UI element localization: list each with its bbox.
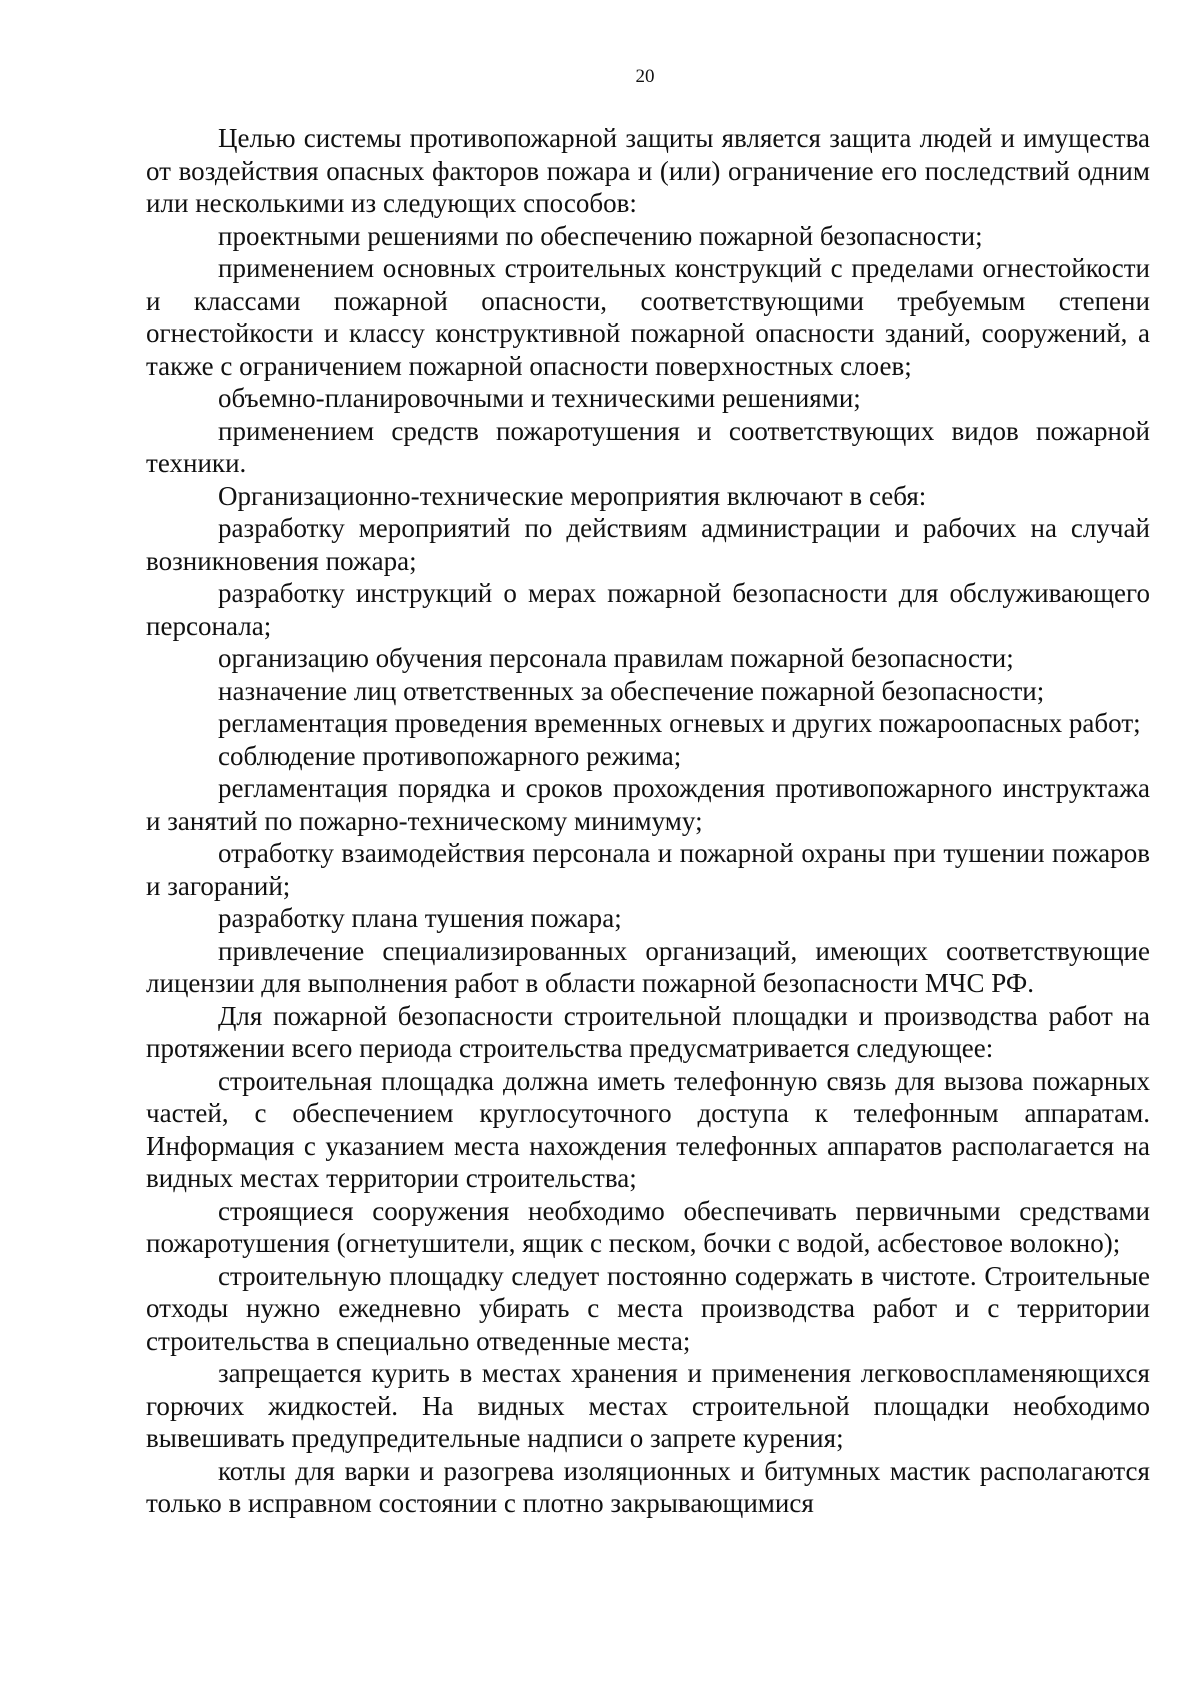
paragraph-measures-intro: Организационно-технические мероприятия включают в себя: [218, 480, 927, 511]
list-item: применением средств пожаротушения и соответствующих видов пожарной техники. [146, 415, 1150, 478]
list-item: котлы для варки и разогрева изоляционных и битумных мастик располагаются только в исправном состоянии с плотно закрывающимися [146, 1455, 1150, 1518]
list-item: назначение лиц ответственных за обеспечение пожарной безопасности; [218, 675, 1045, 706]
list-item: разработку инструкций о мерах пожарной безопасности для обслуживающего персонала; [146, 578, 1150, 641]
list-item: строительную площадку следует постоянно содержать в чистоте. Строительные отходы нужно ежедневно убирать с места производства работ и с территории строительства в специально отведенные места; [146, 1260, 1150, 1356]
page-number: 20 [635, 66, 655, 87]
list-item: регламентация проведения временных огневых и других пожароопасных работ; [218, 708, 1141, 738]
list-item: организацию обучения персонала правилам пожарной безопасности; [218, 643, 1014, 673]
document-body [146, 122, 1150, 1520]
list-item: регламентация порядка и сроков прохождения противопожарного инструктажа и занятий по пожарно-техническому минимуму; [146, 773, 1150, 836]
list-item: запрещается курить в местах хранения и применения легковоспламеняющихся горючих жидкостей. На видных местах строительной площадки необходимо вывешивать предупредительные надписи о запрете курения; [146, 1358, 1150, 1453]
list-item: разработку мероприятий по действиям администрации и рабочих на случай возникновения пожара; [146, 513, 1150, 576]
list-item: привлечение специализированных организаций, имеющих соответствующие лицензии для выполнения работ в области пожарной безопасности МЧС РФ. [146, 935, 1150, 998]
list-item: строящиеся сооружения необходимо обеспечивать первичными средствами пожаротушения (огнетушители, ящик с песком, бочки с водой, асбестовое волокно); [146, 1195, 1150, 1258]
list-item: проектными решениями по обеспечению пожарной безопасности; [218, 220, 983, 251]
list-item: разработку плана тушения пожара; [218, 903, 622, 933]
list-item: отработку взаимодействия персонала и пожарной охраны при тушении пожаров и загораний; [146, 838, 1150, 901]
paragraph-intro: Целью системы противопожарной защиты является защита людей и имущества от воздействия опасных факторов пожара и (или) ограничение его последствий одним или несколькими из следующих способов: [146, 123, 1150, 218]
list-item: соблюдение противопожарного режима; [218, 740, 682, 771]
list-item: строительная площадка должна иметь телефонную связь для вызова пожарных частей, с обеспечением круглосуточного доступа к телефонным аппаратам. Информация с указанием места нахождения телефонных аппаратов располагается на видных местах территории строительства; [146, 1065, 1150, 1193]
list-item: объемно-планировочными и техническими решениями; [218, 383, 861, 413]
paragraph-site-safety-intro: Для пожарной безопасности строительной площадки и производства работ на протяжении всего периода строительства предусматривается следующее: [146, 1000, 1150, 1063]
list-item: применением основных строительных конструкций с пределами огнестойкости и классами пожарной опасности, соответствующими требуемым степени огнестойкости и классу конструктивной пожарной опасности зданий, сооружений, а также с ограничением пожарной опасности поверхностных слоев; [146, 253, 1150, 381]
